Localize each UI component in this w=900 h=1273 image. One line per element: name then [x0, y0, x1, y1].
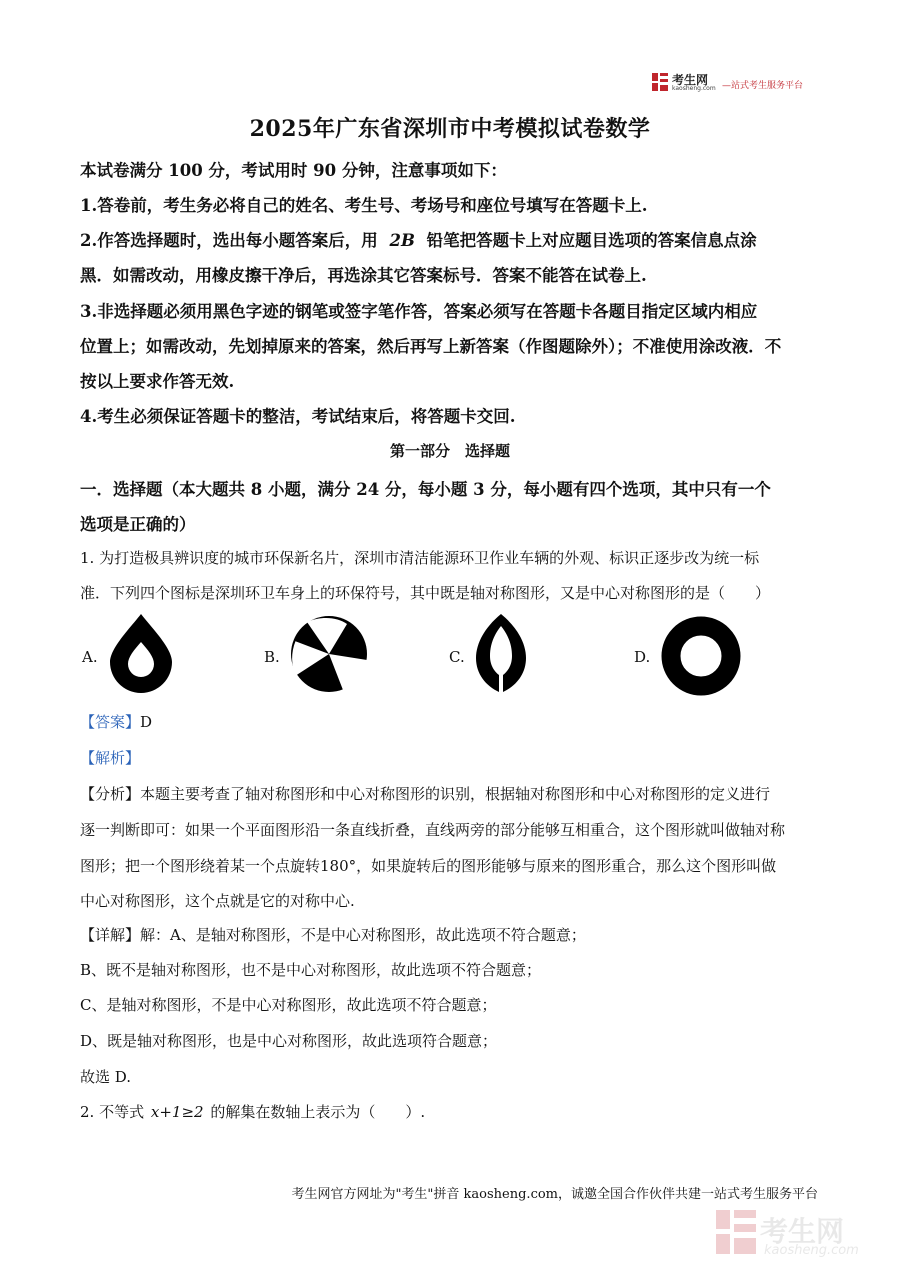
answer-label: 【答案】 [80, 713, 141, 731]
fenxi-label: 【分析】 [80, 785, 141, 803]
notice-2b: 黑．如需改动，用橡皮擦干净后，再选涂其它答案标号．答案不能答在试卷上. [80, 266, 647, 285]
notice-2a-post: 铅笔把答题卡上对应题目选项的答案信息点涂 [426, 231, 757, 250]
option-a-label: A. [82, 648, 98, 666]
option-c-label: C. [449, 648, 465, 666]
kaosheng-logo-icon [652, 73, 668, 91]
q2-stem [80, 1101, 825, 1122]
header-domain: kaosheng.com [672, 85, 716, 92]
header-brand: 考生网 [672, 73, 709, 87]
header-logo [652, 70, 822, 98]
watermark-brand: 考生网 [760, 1215, 845, 1248]
q2-pre: 2. 不等式 [80, 1103, 145, 1121]
notice-2a-var: 2B [389, 231, 415, 250]
q2-post: 的解集在数轴上表示为（ ）. [210, 1103, 426, 1121]
footer-note: 考生网官方网址为"考生"拼音 kaosheng.com，诚邀全国合作伙伴共建一站式考生服务平台 [291, 1187, 818, 1202]
fenxi-line1 [80, 783, 825, 804]
watermark-logo-icon [716, 1210, 756, 1254]
notice-3b: 位置上；如需改动，先划掉原来的答案，然后再写上新答案（作图题除外）；不准使用涂改液．不 [80, 337, 782, 356]
section-heading-a: 一．选择题（本大题共 8 小题，满分 24 分，每小题 3 分，每小题有四个选项，其中只有一个 [80, 480, 771, 499]
option-d-ring-icon [660, 615, 742, 697]
notice-4: 4.考生必须保证答题卡的整洁，考试结束后，将答题卡交回. [80, 407, 516, 426]
header-slogan: —站式考生服务平台 [722, 81, 804, 91]
option-b-label: B. [264, 648, 280, 666]
answer-value: D [140, 713, 153, 731]
detail-text1: 解：A、是轴对称图形，不是中心对称图形，故此选项不符合题意； [140, 926, 586, 944]
fenxi-text1: 本题主要考查了轴对称图形和中心对称图形的识别，根据轴对称图形和中心对称图形的定义进行 [140, 785, 771, 803]
notice-intro: 本试卷满分 100 分，考试用时 90 分钟，注意事项如下： [80, 161, 507, 180]
detail-line3: C、是轴对称图形，不是中心对称图形，故此选项不符合题意； [80, 996, 497, 1014]
fenxi-line2: 逐一判断即可：如果一个平面图形沿一条直线折叠，直线两旁的部分能够互相重合，这个图形就叫做轴对称 [80, 821, 786, 839]
detail-line4: D、既是轴对称图形，也是中心对称图形，故此选项符合题意； [80, 1032, 498, 1050]
notice-2a [80, 227, 825, 251]
option-a-drop-icon [106, 612, 176, 694]
fenxi-line4: 中心对称图形，这个点就是它的对称中心. [80, 892, 355, 910]
page-title: 2025年广东省深圳市中考模拟试卷数学 [249, 116, 651, 142]
notice-2a-pre: 2.作答选择题时，选出每小题答案后，用 [80, 231, 378, 250]
detail-line2: B、既不是轴对称图形，也不是中心对称图形，故此选项不符合题意； [80, 961, 542, 979]
q1-stem-line1: 1. 为打造极具辨识度的城市环保新名片，深圳市清洁能源环卫作业车辆的外观、标识正逐步改为统一标 [80, 549, 760, 567]
q1-stem-line2: 准．下列四个图标是深圳环卫车身上的环保符号，其中既是轴对称图形，又是中心对称图形的是（ ） [80, 584, 771, 602]
detail-line5: 故选 D. [80, 1068, 132, 1086]
q1-answer [80, 711, 825, 732]
notice-3c: 按以上要求作答无效. [80, 372, 235, 391]
analysis-label: 【解析】 [80, 749, 141, 767]
watermark [716, 1210, 886, 1260]
option-c-leaf-icon [474, 612, 528, 694]
notice-1: 1.答卷前，考生务必将自己的姓名、考生号、考场号和座位号填写在答题卡上. [80, 196, 648, 215]
watermark-domain: kaosheng.com [764, 1243, 859, 1258]
option-d-label: D. [634, 648, 651, 666]
part-heading: 第一部分 选择题 [389, 442, 510, 460]
fenxi-line3: 图形；把一个图形绕着某一个点旋转180°，如果旋转后的图形能够与原来的图形重合，那么这个图形叫做 [80, 857, 777, 875]
notice-3a: 3.非选择题必须用黑色字迹的钢笔或签字笔作答，答案必须写在答题卡各题目指定区域内相应 [80, 302, 758, 321]
section-heading-b: 选项是正确的） [80, 515, 196, 534]
detail-label: 【详解】 [80, 926, 141, 944]
detail-line1 [80, 924, 825, 945]
q2-expr: x+1≥2 [150, 1103, 204, 1121]
option-b-blades-icon [289, 614, 369, 694]
